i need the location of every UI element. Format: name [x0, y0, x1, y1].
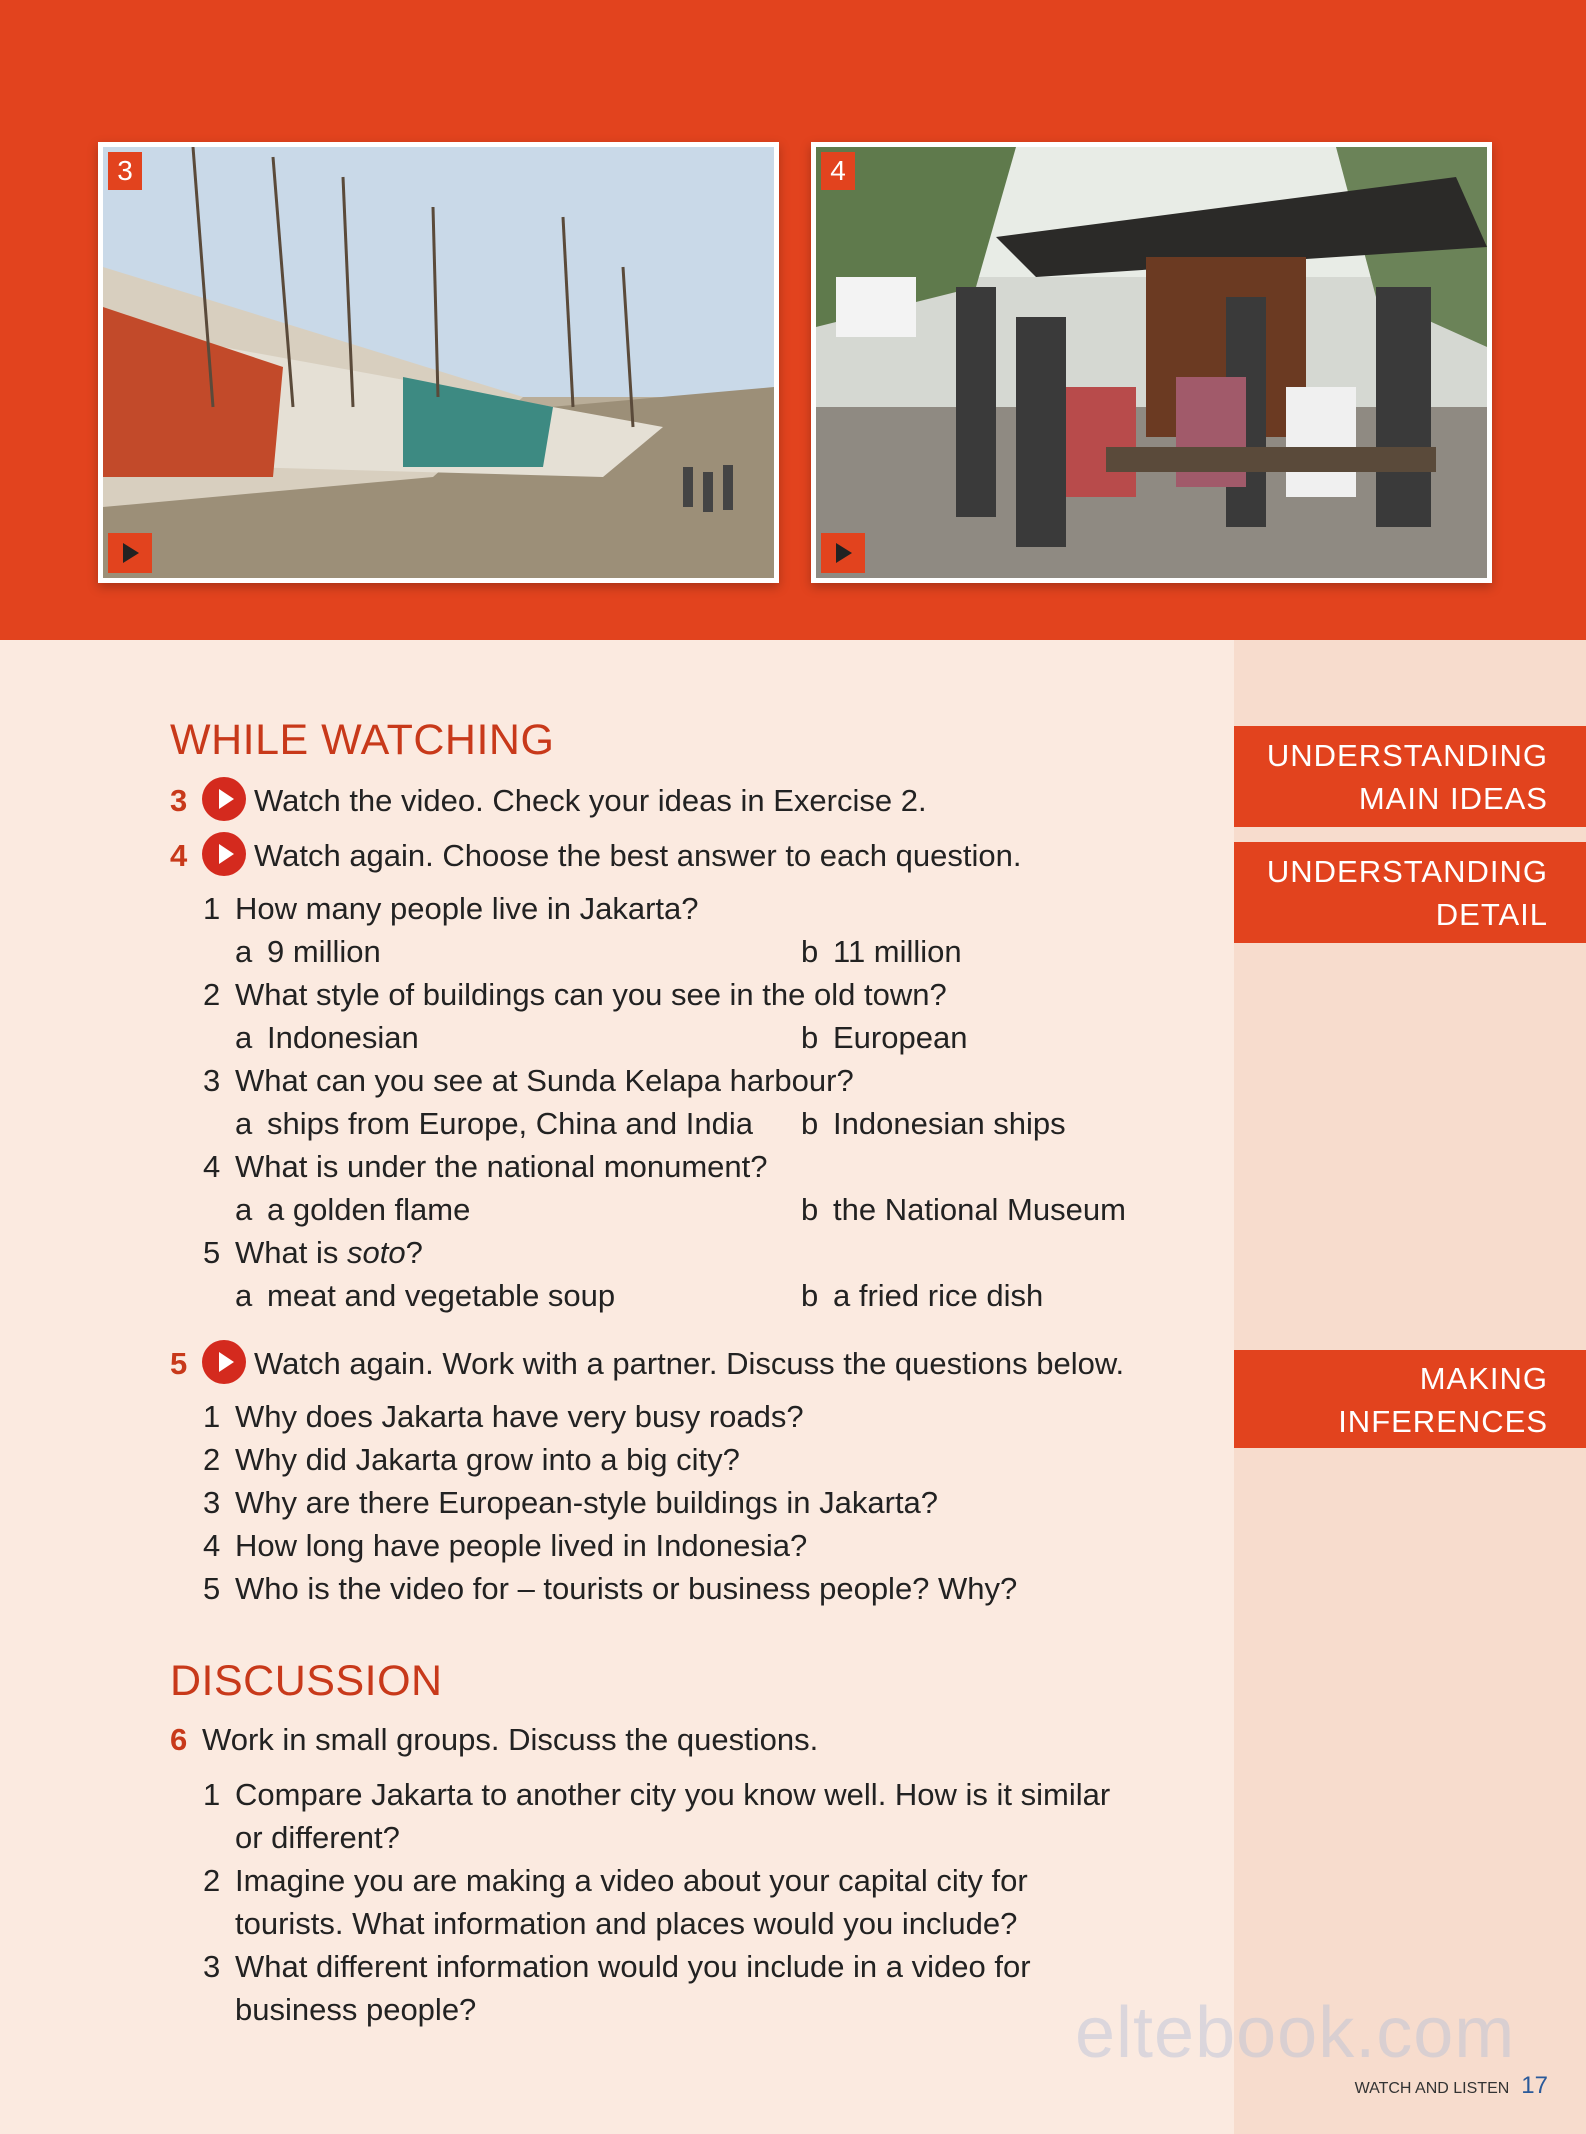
harbour-image: [103, 147, 774, 578]
question: 1 How many people live in Jakarta?: [203, 891, 699, 926]
question-continued: tourists. What information and places would you include?: [235, 1906, 1018, 1941]
photo-number: 3: [108, 152, 142, 190]
play-icon[interactable]: [202, 777, 246, 821]
question: 2 Why did Jakarta grow into a big city?: [203, 1442, 740, 1477]
question: 3 What different information would you include in a video for: [203, 1949, 1031, 1984]
play-icon[interactable]: [202, 1340, 246, 1384]
tag-making-inferences: MAKING INFERENCES: [1234, 1350, 1586, 1448]
question: 3 What can you see at Sunda Kelapa harbour?: [203, 1063, 854, 1098]
option-a: a meat and vegetable soup: [235, 1278, 616, 1313]
footer-section: WATCH AND LISTEN: [1354, 2080, 1510, 2097]
question-continued: or different?: [235, 1820, 400, 1855]
exercise-3: 3 Watch the video. Check your ideas in Exercise 2.: [170, 777, 927, 822]
play-icon[interactable]: [108, 533, 152, 573]
question-continued: business people?: [235, 1992, 477, 2027]
exercise-5: 5 Watch again. Work with a partner. Discuss the questions below.: [170, 1340, 1124, 1385]
play-icon[interactable]: [202, 832, 246, 876]
exercise-6: 6 Work in small groups. Discuss the questions.: [170, 1722, 819, 1757]
question: 5 What is soto?: [203, 1235, 423, 1270]
play-icon[interactable]: [821, 533, 865, 573]
question: 4 How long have people lived in Indonesia?: [203, 1528, 808, 1563]
top-banner: [0, 0, 1586, 640]
photo-street-food: [811, 142, 1492, 583]
question: 1 Why does Jakarta have very busy roads?: [203, 1399, 804, 1434]
option-b: b the National Museum: [801, 1192, 1126, 1227]
while-watching-heading: WHILE WATCHING: [170, 716, 555, 764]
question: 2 Imagine you are making a video about your capital city for: [203, 1863, 1028, 1898]
question: 4 What is under the national monument?: [203, 1149, 768, 1184]
watermark: eltebook.com: [1075, 1993, 1516, 2073]
page-number: 17: [1521, 2072, 1548, 2099]
option-b: b European: [801, 1020, 968, 1055]
option-a: a ships from Europe, China and India: [235, 1106, 753, 1141]
photo-number: 4: [821, 152, 855, 190]
photo-harbour: [98, 142, 779, 583]
page-footer: [1355, 2072, 1548, 2100]
tag-understanding-detail: UNDERSTANDING DETAIL: [1234, 842, 1586, 943]
tag-understanding-main-ideas: UNDERSTANDING MAIN IDEAS: [1234, 726, 1586, 827]
question: 2 What style of buildings can you see in the old town?: [203, 977, 947, 1012]
option-a: a 9 million: [235, 934, 381, 969]
street-food-image: [816, 147, 1487, 578]
discussion-heading: DISCUSSION: [170, 1657, 443, 1705]
option-b: b Indonesian ships: [801, 1106, 1066, 1141]
question: 3 Why are there European-style buildings in Jakarta?: [203, 1485, 939, 1520]
option-b: b 11 million: [801, 934, 962, 969]
question: 1 Compare Jakarta to another city you know well. How is it similar: [203, 1777, 1111, 1812]
exercise-4: 4 Watch again. Choose the best answer to each question.: [170, 832, 1021, 877]
option-b: b a fried rice dish: [801, 1278, 1044, 1313]
option-a: a Indonesian: [235, 1020, 419, 1055]
question: 5 Who is the video for – tourists or business people? Why?: [203, 1571, 1018, 1606]
option-a: a a golden flame: [235, 1192, 471, 1227]
